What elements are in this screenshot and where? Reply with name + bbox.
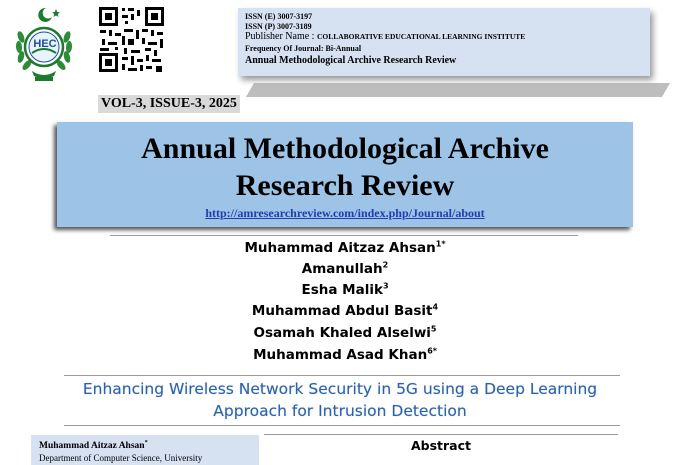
issn-print: ISSN (P) 3007-3189	[245, 22, 312, 31]
author-3: Esha Malik$^3$	[301, 281, 389, 298]
abstract-heading: Abstract	[410, 438, 472, 453]
author-5: Osamah Khaled Alselwi$^5$	[253, 324, 437, 341]
issn-electronic: ISSN (E) 3007-3197	[245, 12, 313, 21]
journal-info-box	[238, 8, 650, 76]
author-1: Muhammad Aitzaz Ahsan$^{1*}$	[244, 239, 446, 256]
journal-frequency: Frequency Of Journal: Bi-Annual	[245, 44, 362, 53]
journal-name: Annual Methodological Archive Research Review	[245, 55, 457, 66]
banner-title	[57, 130, 633, 204]
info-box-shadow	[246, 83, 670, 97]
affiliation-author: Muhammad Aitzaz Ahsan*	[39, 440, 148, 452]
affiliation-box	[31, 435, 259, 465]
paper-title-line1: Enhancing Wireless Network Security in 5G using a Deep Learning	[82, 380, 598, 398]
journal-url-link[interactable]: http://amresearchreview.com/index.php/Journal/about	[205, 206, 485, 220]
divider-top	[110, 235, 578, 236]
publisher-name: COLLABORATIVE EDUCATIONAL LEARNING INSTITUTE	[316, 32, 526, 41]
hec-logo-icon	[12, 5, 76, 83]
divider-middle	[64, 375, 620, 376]
author-6: Muhammad Asad Khan$^{6*}$	[253, 346, 437, 363]
divider-bottom	[64, 425, 620, 426]
author-2: Amanullah$^2$	[301, 260, 389, 277]
author-4: Muhammad Abdul Basit$^4$	[251, 302, 439, 319]
abstract-rule	[264, 434, 618, 435]
journal-banner	[57, 122, 633, 227]
paper-title-line2: Approach for Intrusion Detection	[213, 402, 467, 420]
volume-issue: VOL-3, ISSUE-3, 2025	[98, 95, 240, 113]
paper-title	[60, 378, 620, 422]
publisher-line	[245, 31, 525, 42]
qr-code-icon	[98, 6, 165, 73]
banner-title-line2: Research Review	[235, 169, 455, 202]
svg-text:HEC: HEC	[33, 38, 57, 50]
affiliation-department: Department of Computer Science, University	[39, 453, 203, 463]
banner-title-line1: Annual Methodological Archive	[141, 132, 549, 165]
publisher-label: Publisher Name :	[245, 31, 315, 42]
